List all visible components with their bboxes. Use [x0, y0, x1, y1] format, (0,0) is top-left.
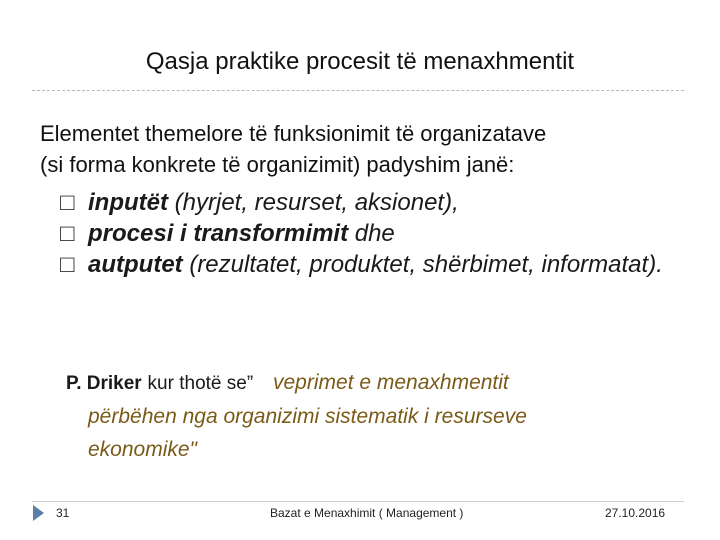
quote-text-1: veprimet e menaxhmentit	[273, 371, 509, 394]
page-number: 31	[56, 506, 70, 520]
quote-text-3: ekonomike"	[88, 438, 198, 461]
bullet-bold-text: procesi i transformimit	[88, 220, 349, 247]
footer-divider	[32, 501, 684, 502]
bullet-marker-icon: □	[60, 189, 75, 216]
bullet-marker-icon: □	[60, 251, 75, 278]
bullet-bold-text: inputët	[88, 189, 168, 216]
quote-line-1	[66, 366, 672, 400]
title-divider	[32, 90, 684, 91]
quote-author: P. Driker	[66, 373, 142, 394]
bullet-marker-icon: □	[60, 220, 75, 247]
triangle-bullet-icon	[33, 505, 44, 521]
quote-text-2: përbëhen nga organizimi sistematik i resurseve	[88, 405, 527, 428]
bullet-rest-text: dhe	[348, 220, 395, 247]
slide-title: Qasja praktike procesit të menaxhmentit	[145, 48, 575, 75]
intro-text	[40, 118, 700, 180]
bullet-rest-text: (hyrjet, resurset, aksionet),	[167, 189, 459, 216]
bullet-bold-text: autputet	[88, 251, 183, 278]
quote-intro: kur thotë se”	[147, 373, 254, 394]
footer-date: 27.10.2016	[605, 506, 666, 520]
footer-course-title: Bazat e Menaxhimit ( Management )	[270, 506, 464, 520]
intro-line-1: Elementet themelore të funksionimit të organizatave	[40, 121, 547, 146]
bullet-list	[60, 187, 700, 280]
intro-line-2: (si forma konkrete të organizimit) padyshim janë:	[40, 152, 515, 177]
bullet-item-outputs	[60, 249, 700, 280]
bullet-item-process	[60, 218, 700, 249]
bullet-rest-text: (rezultatet, produktet, shërbimet, informatat).	[182, 251, 663, 278]
bullet-item-inputs	[60, 187, 700, 218]
driker-quote	[66, 366, 672, 466]
